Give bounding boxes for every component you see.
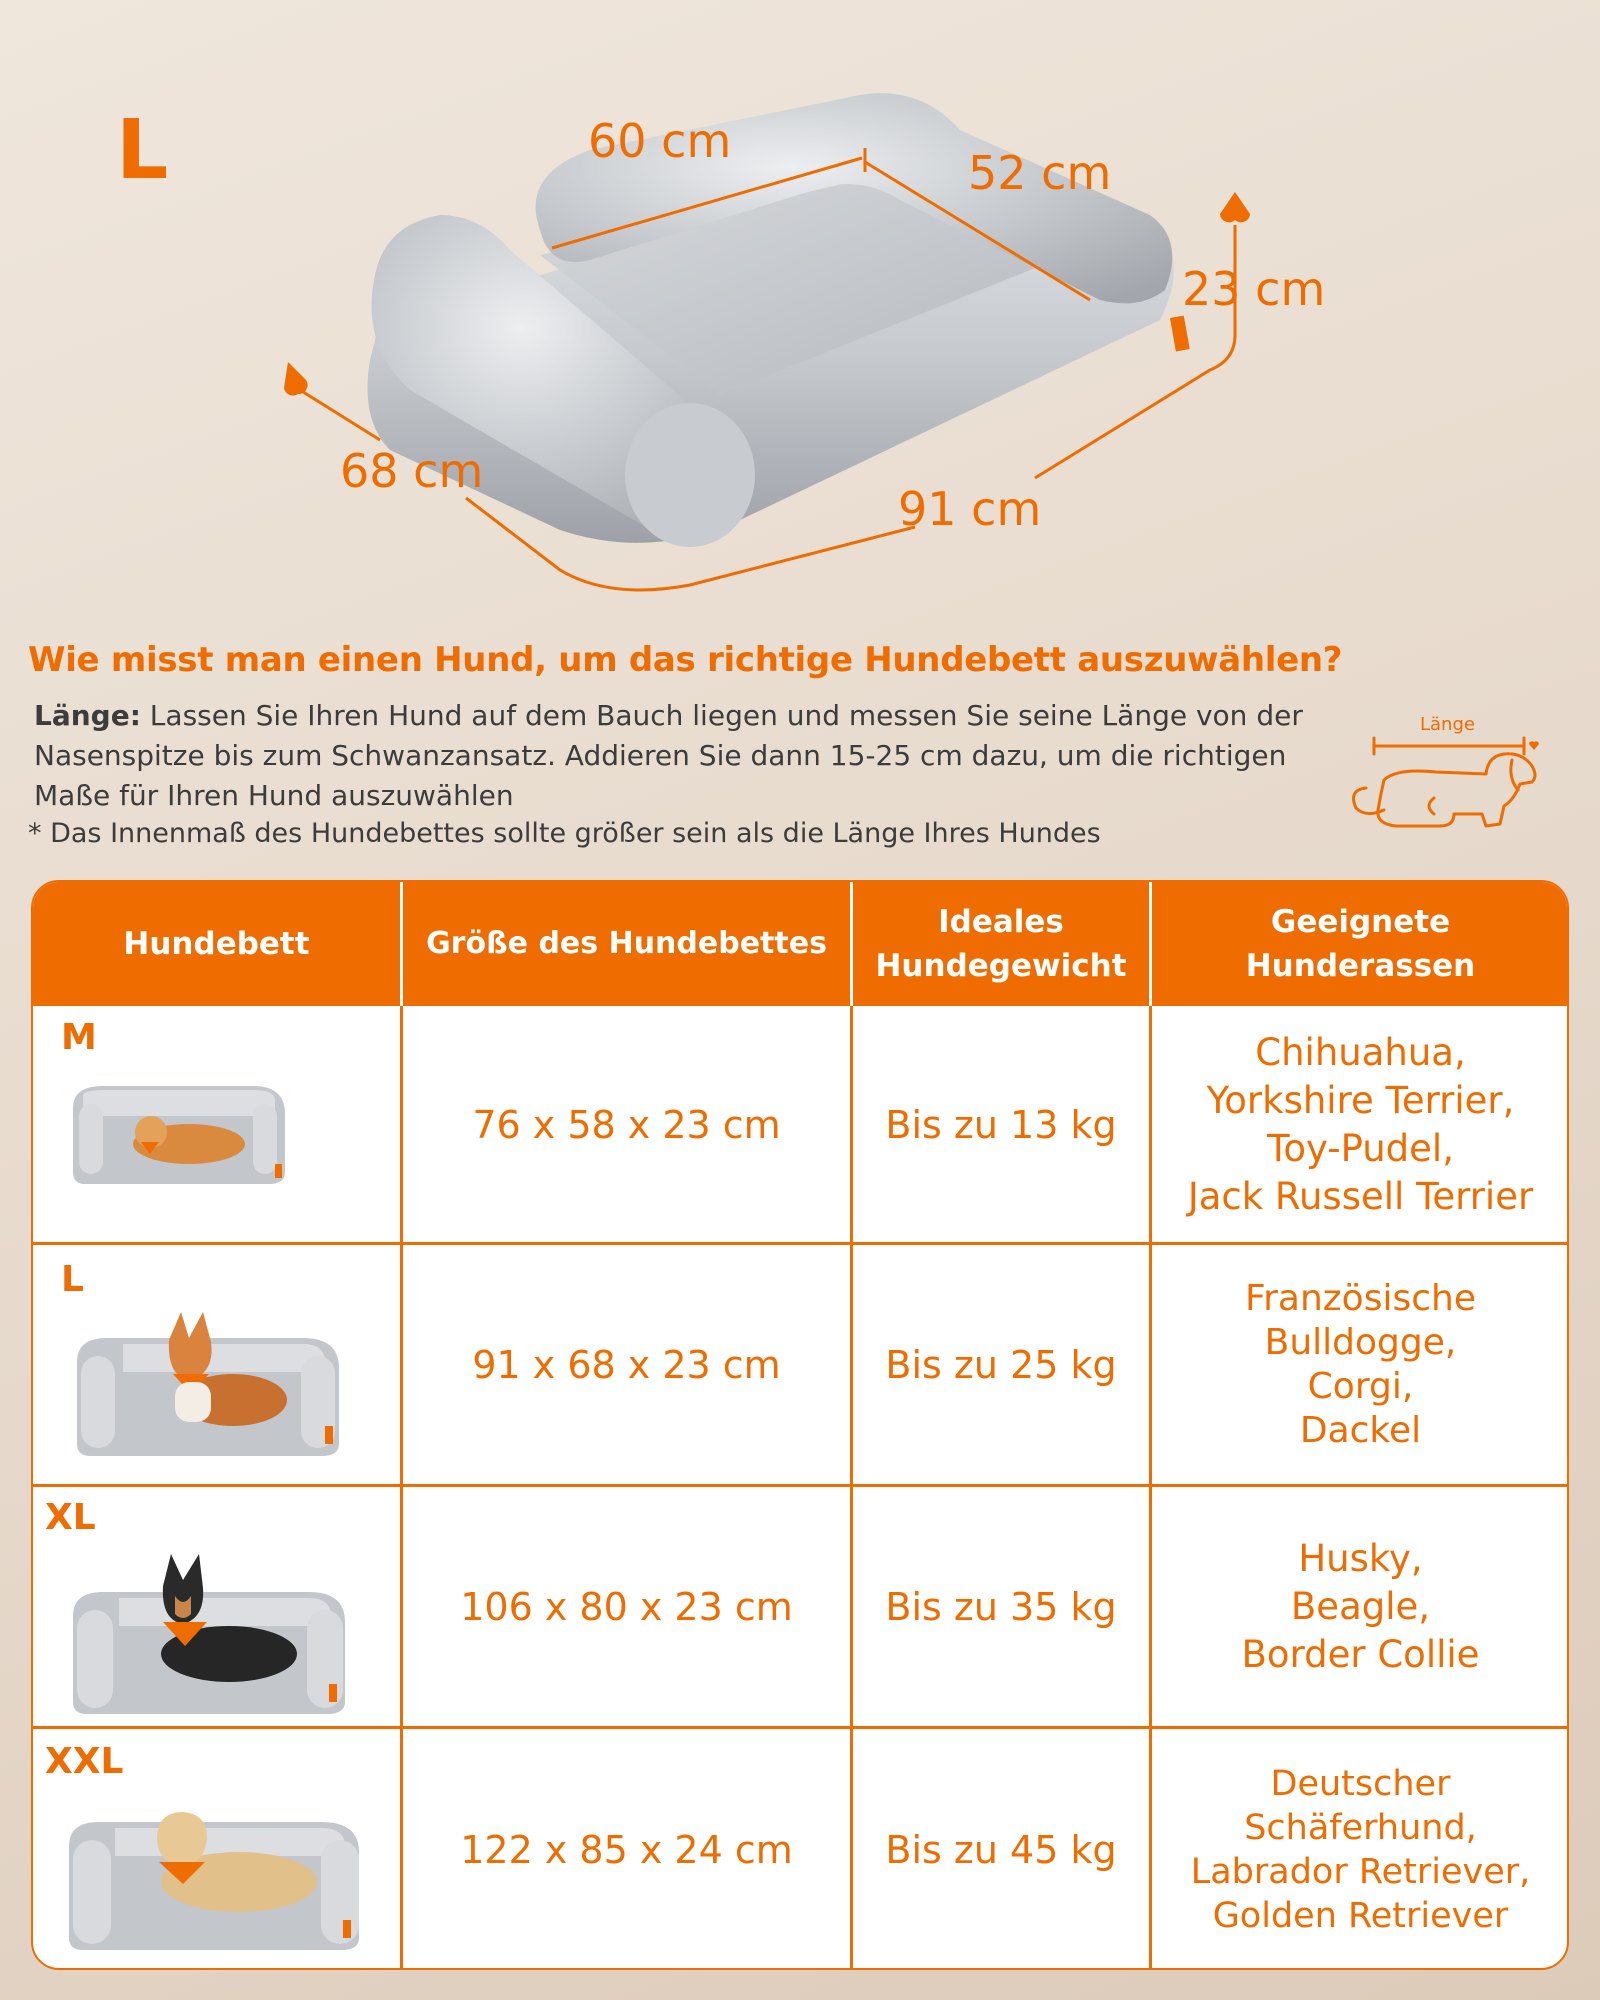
dog-weight: Bis zu 13 kg [885, 1103, 1117, 1147]
size-tag: XL [45, 1497, 96, 1538]
bed-dimensions: 76 x 58 x 23 cm [472, 1103, 781, 1147]
dog-length-icon-label: Länge [1420, 714, 1475, 735]
bed-dimensions: 106 x 80 x 23 cm [460, 1584, 793, 1629]
dog-breeds: Französische Bulldogge, Corgi, Dackel [1245, 1277, 1476, 1451]
bed-xl-photo [59, 1526, 359, 1721]
length-text: Lassen Sie Ihren Hund auf dem Bauch liegen und messen Sie seine Länge von der Nasenspitze bis zum Schwanzansatz. Addieren Sie dann 15-25 cm dazu, um die richtigen Maße für Ihren Hund auszuwählen [34, 699, 1303, 812]
dog-breeds: Husky, Beagle, Border Collie [1241, 1536, 1480, 1676]
size-label: L [116, 103, 169, 198]
measure-heading: Wie misst man einen Hund, um das richtige Hundebett auszuwählen? [28, 640, 1343, 680]
dog-length-icon [1336, 710, 1546, 850]
dimension-top-depth: 52 cm [968, 146, 1112, 200]
header-bed: Hundebett [123, 926, 310, 962]
dimension-front: 91 cm [898, 482, 1042, 536]
header-bed-size: Größe des Hundebettes [426, 926, 827, 961]
dog-breeds: Deutscher Schäferhund, Labrador Retriever, Golden Retriever [1190, 1763, 1531, 1936]
size-table [31, 880, 1569, 1970]
size-tag: L [61, 1259, 84, 1300]
header-divider [400, 882, 403, 1006]
bed-dimensions: 91 x 68 x 23 cm [472, 1342, 781, 1387]
dog-weight: Bis zu 25 kg [885, 1342, 1117, 1387]
length-instructions [34, 696, 1324, 816]
dimension-height: 23 cm [1182, 262, 1326, 316]
inner-size-note: * Das Innenmaß des Hundebettes sollte größer sein als die Länge Ihres Hundes [28, 818, 1101, 849]
dog-weight: Bis zu 35 kg [885, 1584, 1117, 1629]
header-breeds: Geeignete Hunderassen [1245, 904, 1476, 984]
bed-m-photo [63, 1068, 293, 1188]
size-tag: XXL [45, 1741, 124, 1782]
dimension-side: 68 cm [340, 444, 484, 498]
dog-weight: Bis zu 45 kg [885, 1827, 1117, 1872]
header-weight: Ideales Hundegewicht [875, 904, 1127, 984]
dog-breeds: Chihuahua, Yorkshire Terrier, Toy-Pudel, Jack Russell Terrier [1187, 1031, 1534, 1218]
bed-xxl-photo [59, 1776, 369, 1956]
bed-l-photo [63, 1282, 353, 1462]
header-divider [850, 882, 853, 1006]
dog-bed-illustration [0, 0, 1600, 630]
length-label: Länge: [34, 699, 141, 732]
size-tag: M [61, 1017, 97, 1058]
dimension-top-width: 60 cm [588, 114, 732, 168]
header-divider [1149, 882, 1152, 1006]
bed-dimensions: 122 x 85 x 24 cm [460, 1827, 793, 1872]
